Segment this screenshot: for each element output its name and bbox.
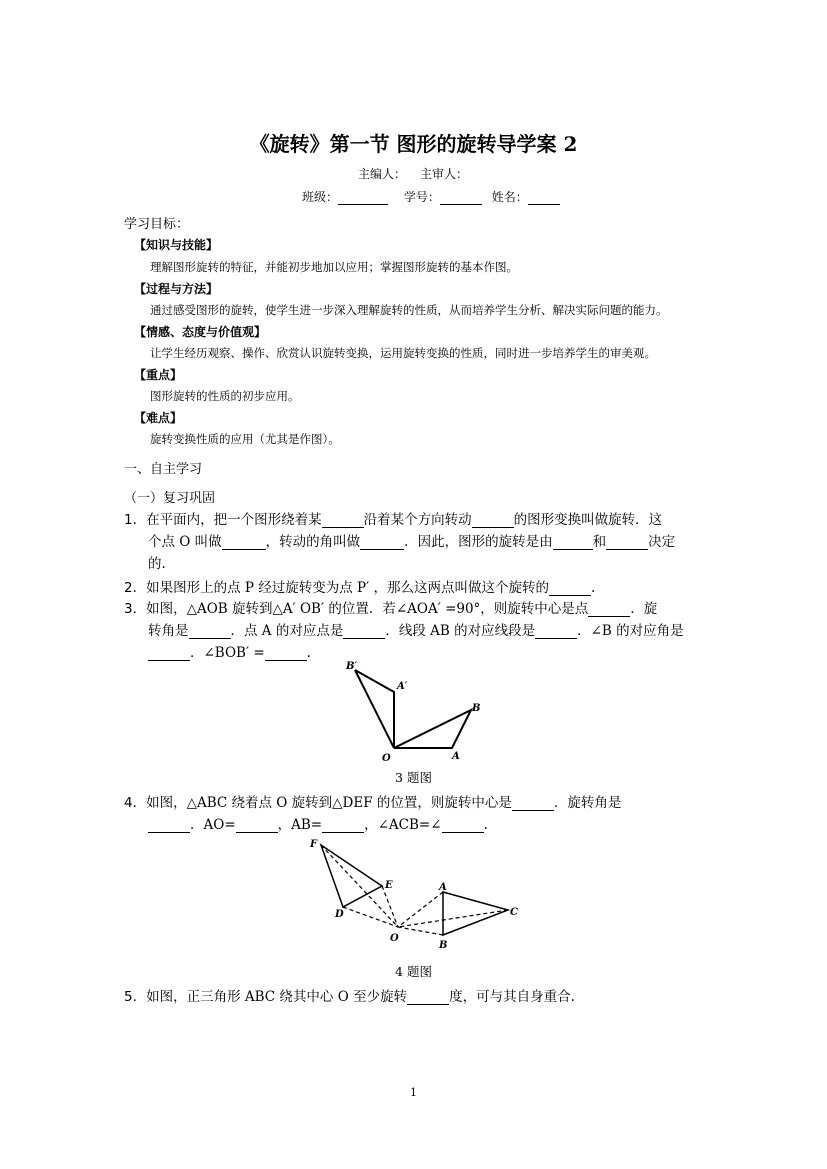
q3-blank-4[interactable] <box>535 624 577 639</box>
knowledge-label: 【知识与技能】 <box>134 238 219 252</box>
fig3-label-b-prime: B′ <box>346 661 358 672</box>
fig3-label-a: A <box>452 751 460 762</box>
reviewer-label: 主审人： <box>420 167 469 181</box>
q1-blank-2[interactable] <box>472 513 514 528</box>
process-text: 通过感受图形的旋转，使学生进一步深入理解旋转的性质，从而培养学生分析、解决实际问题的能力。 <box>150 303 668 317</box>
fig4-triangle-def <box>321 845 382 907</box>
q4-blank-3[interactable] <box>236 818 278 833</box>
class-blank[interactable] <box>338 190 388 205</box>
chief-editor-label: 主编人： <box>358 167 407 181</box>
fig4-label-c: C <box>510 907 518 918</box>
question-1-line-1: 1．在平面内，把一个图形绕着某 沿着某个方向转动 的图形变换叫做旋转．这 <box>124 512 663 528</box>
class-label: 班级： <box>302 190 339 204</box>
q1-blank-3[interactable] <box>222 535 266 550</box>
page-title: 《旋转》第一节 图形的旋转导学案 2 <box>249 132 578 156</box>
name-blank[interactable] <box>528 190 560 205</box>
fig4-label-d: D <box>335 909 344 920</box>
question-3-line-3: ．∠BOB′ = . <box>148 641 311 661</box>
process-label: 【过程与方法】 <box>134 282 219 296</box>
q4-blank-2[interactable] <box>148 818 190 833</box>
question-3-line-1: 3．如图，△AOB 旋转到△A′ OB′ 的位置．若∠AOA′ =90°，则旋转中心是点 ．旋 <box>124 601 658 617</box>
question-4-line-1: 4．如图，△ABC 绕着点 O 旋转到△DEF 的位置，则旋转中心是 ．旋转角是 <box>124 795 622 811</box>
fig4-dash-eo <box>382 886 398 927</box>
figure-3-diagram <box>340 655 490 770</box>
fig3-triangle-aob <box>394 710 471 748</box>
subsection-heading: （一）复习巩固 <box>124 491 216 506</box>
emotion-text: 让学生经历观察、操作、欣赏认识旋转变换，运用旋转变换的性质，同时进一步培养学生的审美观。 <box>150 346 656 360</box>
question-1-line-2: 个点 O 叫做 ，转动的角叫做 ．因此，图形的旋转是由 和 决定 <box>148 534 676 550</box>
fig4-triangle-abc <box>443 892 508 935</box>
q1-blank-6[interactable] <box>606 535 648 550</box>
q3-blank-5[interactable] <box>148 646 190 661</box>
figure-4-diagram <box>300 835 530 960</box>
q5-blank[interactable] <box>407 990 449 1005</box>
key-label: 【重点】 <box>134 368 183 382</box>
question-5: 5．如图，正三角形 ABC 绕其中心 O 至少旋转 度，可与其自身重合. <box>124 989 575 1005</box>
difficulty-label: 【难点】 <box>134 411 183 425</box>
question-3-line-2: 转角是 ．点 A 的对应点是 ．线段 AB 的对应线段是 ．∠B 的对应角是 <box>148 623 684 639</box>
page-number: 1 <box>410 1086 417 1099</box>
fig3-label-b: B <box>472 703 481 714</box>
q3-blank-1[interactable] <box>588 602 630 617</box>
figure-3-caption: 3 题图 <box>395 770 432 785</box>
figure-4-caption: 4 题图 <box>395 964 432 979</box>
fig4-label-f: F <box>310 839 318 850</box>
fig4-label-b: B <box>439 940 448 951</box>
fig3-label-a-prime: A′ <box>397 681 408 692</box>
fig3-label-o: O <box>382 753 391 764</box>
question-1-line-3: 的. <box>148 556 166 572</box>
q4-blank-5[interactable] <box>442 818 484 833</box>
q4-blank-4[interactable] <box>322 818 364 833</box>
fig4-dash-bo <box>398 927 443 935</box>
knowledge-text: 理解图形旋转的特征，并能初步地加以应用；掌握图形旋转的基本作图。 <box>150 260 518 274</box>
student-info-row <box>302 188 560 205</box>
question-4-line-2: ．AO= ，AB= ，∠ACB=∠ . <box>148 813 488 833</box>
question-2: 2．如果图形上的点 P 经过旋转变为点 P′ ，那么这两点叫做这个旋转的 . <box>124 580 596 596</box>
q4-blank-1[interactable] <box>512 796 554 811</box>
fig4-label-e: E <box>385 880 393 891</box>
section-heading: 一、自主学习 <box>124 462 203 477</box>
q2-blank[interactable] <box>549 581 591 596</box>
q1-blank-1[interactable] <box>322 513 364 528</box>
q3-blank-2[interactable] <box>189 624 231 639</box>
key-text: 图形旋转的性质的初步应用。 <box>150 389 300 403</box>
q1-blank-5[interactable] <box>553 535 593 550</box>
emotion-label: 【情感、态度与价值观】 <box>134 325 267 339</box>
fig4-label-o: O <box>390 933 399 944</box>
fig4-dash-ao <box>398 892 443 927</box>
difficulty-text: 旋转变换性质的应用（尤其是作图）。 <box>150 432 340 446</box>
name-label: 姓名： <box>491 190 528 204</box>
fig4-label-a: A <box>439 882 447 893</box>
q3-blank-3[interactable] <box>343 624 385 639</box>
fig4-dash-co <box>398 910 508 927</box>
objectives-heading: 学习目标： <box>124 217 190 232</box>
q3-blank-6[interactable] <box>265 646 307 661</box>
number-blank[interactable] <box>440 190 482 205</box>
number-label: 学号： <box>403 190 440 204</box>
fig4-dash-do <box>343 907 398 927</box>
q1-blank-4[interactable] <box>360 535 404 550</box>
